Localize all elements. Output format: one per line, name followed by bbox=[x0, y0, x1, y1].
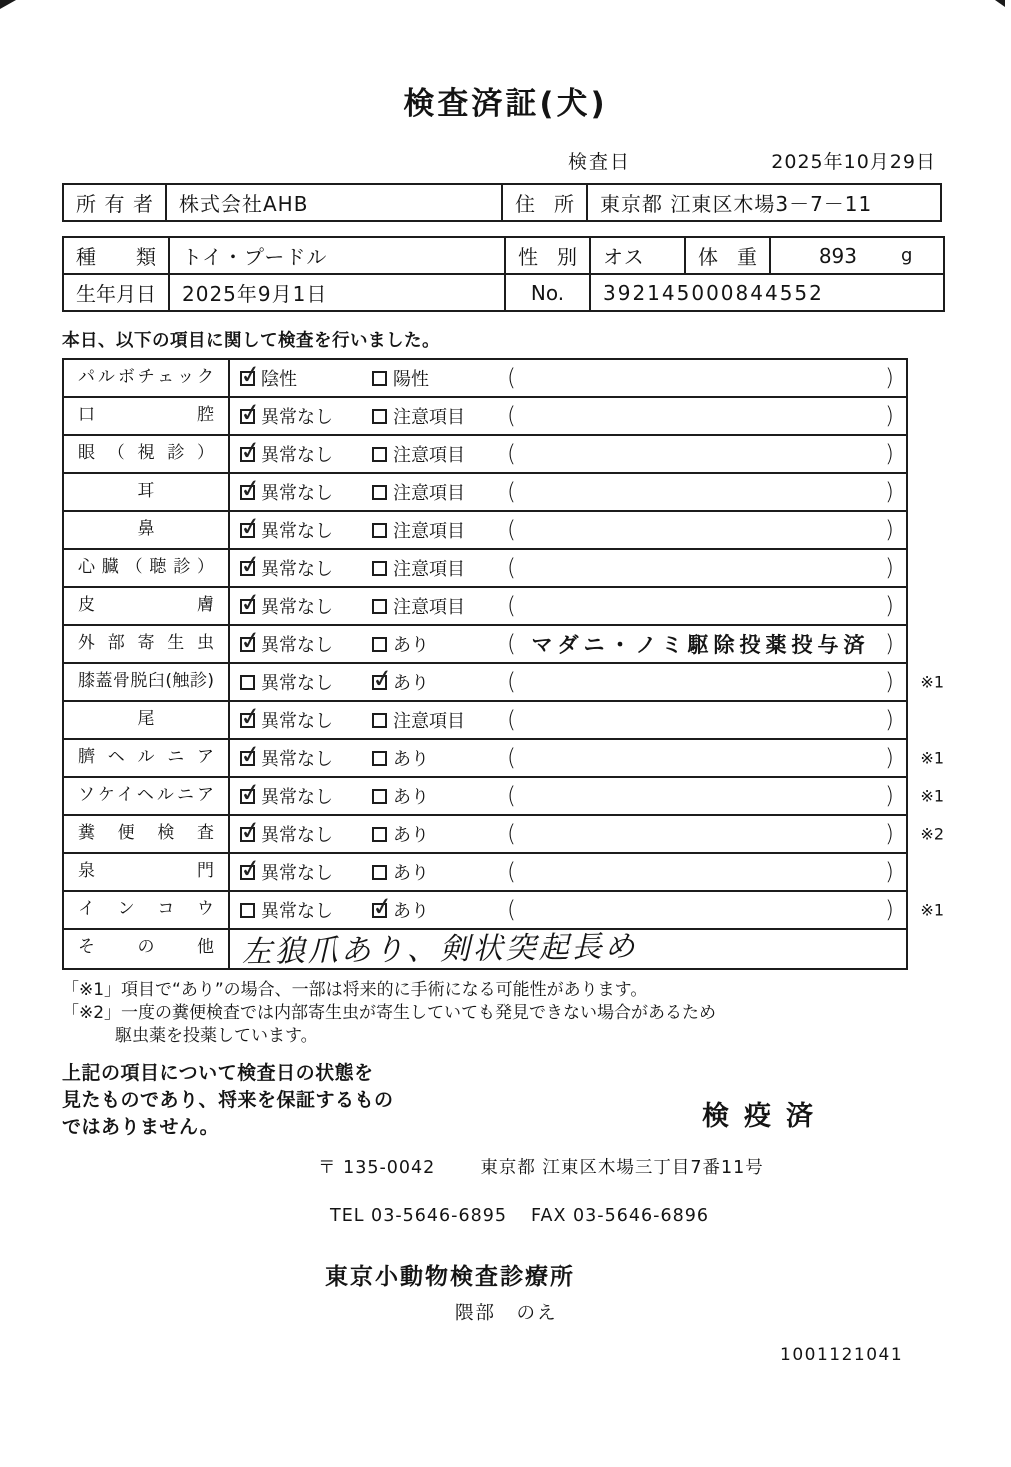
paren-open: ( bbox=[507, 441, 516, 467]
option2-label: 注意項目 bbox=[393, 483, 465, 504]
checklist-item-label: 膝蓋骨脱臼(触診) bbox=[64, 664, 230, 700]
paren-close: ) bbox=[885, 897, 894, 923]
paren-open: ( bbox=[507, 593, 516, 619]
option2-checkbox bbox=[372, 789, 387, 804]
option1-checkbox bbox=[240, 599, 255, 614]
tel-number: TEL 03-5646-6895 bbox=[330, 1206, 508, 1226]
option2-label: あり bbox=[393, 787, 429, 808]
option2-checkbox bbox=[372, 371, 387, 386]
disclaimer-text bbox=[62, 1060, 1011, 1141]
option2-label: あり bbox=[393, 749, 429, 770]
option2-checkbox bbox=[372, 599, 387, 614]
checklist-item-label: 糞便検査 bbox=[64, 816, 230, 852]
option2-label: 注意項目 bbox=[393, 521, 465, 542]
breed-label: 種類 bbox=[63, 237, 169, 274]
option2-checkbox bbox=[372, 865, 387, 880]
option1-label: 異常なし bbox=[261, 673, 333, 694]
option1-checkbox bbox=[240, 561, 255, 576]
checklist-item-label: インコウ bbox=[64, 892, 230, 928]
paren-open: ( bbox=[507, 745, 516, 771]
option1-label: 異常なし bbox=[261, 521, 333, 542]
option1-label: 異常なし bbox=[261, 749, 333, 770]
checklist-table bbox=[62, 358, 944, 970]
option2-checkbox bbox=[372, 447, 387, 462]
option2-label: 注意項目 bbox=[393, 711, 465, 732]
paren-close: ) bbox=[885, 479, 894, 505]
footnotes bbox=[62, 979, 1011, 1048]
birthdate-row bbox=[63, 274, 944, 311]
disclaimer-line-2: 見たものであり、将来を保証するもの bbox=[62, 1089, 394, 1111]
checklist-row bbox=[64, 360, 906, 398]
option1-label: 異常なし bbox=[261, 559, 333, 580]
option2-checkbox bbox=[372, 827, 387, 842]
row-mark: ※2 bbox=[920, 824, 944, 844]
inspection-date-row bbox=[62, 147, 940, 173]
checklist-row bbox=[64, 436, 906, 474]
checklist-row bbox=[64, 474, 906, 512]
clinic-phone-line bbox=[330, 1206, 1011, 1226]
disclaimer-line-1: 上記の項目について検査日の状態を bbox=[62, 1062, 374, 1084]
option2-checkbox bbox=[372, 485, 387, 500]
option2-checkbox bbox=[372, 675, 387, 690]
option2-label: あり bbox=[393, 673, 429, 694]
address-value: 東京都 江東区木場3－7－11 bbox=[587, 184, 941, 221]
clinic-name: 東京小動物検査診療所 bbox=[325, 1264, 575, 1290]
paren-open: ( bbox=[507, 555, 516, 581]
option1-checkbox bbox=[240, 485, 255, 500]
paren-close: ) bbox=[885, 403, 894, 429]
option1-checkbox bbox=[240, 903, 255, 918]
option1-checkbox bbox=[240, 371, 255, 386]
paren-close: ) bbox=[885, 783, 894, 809]
inspection-date-value: 2025年10月29日 bbox=[771, 151, 936, 173]
option2-label: あり bbox=[393, 635, 429, 656]
option1-label: 異常なし bbox=[261, 825, 333, 846]
birthdate-label: 生年月日 bbox=[63, 274, 169, 311]
option2-label: 陽性 bbox=[393, 369, 429, 390]
option1-checkbox bbox=[240, 447, 255, 462]
paren-close: ) bbox=[885, 517, 894, 543]
paren-close: ) bbox=[885, 745, 894, 771]
checklist-item-label: パルボチェック bbox=[64, 360, 230, 396]
footnote-1: 「※1」項目で“あり”の場合、一部は将来的に手術になる可能性があります。 bbox=[62, 980, 648, 1000]
paren-close: ) bbox=[885, 821, 894, 847]
checklist-row bbox=[64, 740, 944, 778]
option1-checkbox bbox=[240, 409, 255, 424]
weight-cell bbox=[770, 237, 944, 274]
option2-label: 注意項目 bbox=[393, 559, 465, 580]
checklist-row bbox=[64, 626, 906, 664]
checklist-row bbox=[64, 588, 906, 626]
option2-checkbox bbox=[372, 561, 387, 576]
owner-label: 所有者 bbox=[63, 184, 166, 221]
option1-label: 異常なし bbox=[261, 901, 333, 922]
weight-unit: g bbox=[901, 245, 913, 266]
option1-label: 異常なし bbox=[261, 635, 333, 656]
checklist-item-label: 耳 bbox=[64, 474, 230, 510]
owner-value: 株式会社AHB bbox=[166, 184, 502, 221]
option2-checkbox bbox=[372, 409, 387, 424]
option1-checkbox bbox=[240, 675, 255, 690]
footnote-2-continued: 駆虫薬を投薬しています。 bbox=[115, 1026, 318, 1046]
inspection-date-label: 検査日 bbox=[568, 151, 632, 173]
birthdate-value: 2025年9月1日 bbox=[169, 274, 505, 311]
checklist-row bbox=[64, 816, 944, 854]
option1-label: 異常なし bbox=[261, 483, 333, 504]
paren-close: ) bbox=[885, 707, 894, 733]
option2-label: あり bbox=[393, 825, 429, 846]
paren-open: ( bbox=[507, 707, 516, 733]
checklist-row bbox=[64, 930, 906, 968]
intro-text: 本日、以下の項目に関して検査を行いました。 bbox=[62, 331, 440, 351]
quarantine-cleared-stamp: 検疫済 bbox=[702, 1101, 828, 1132]
option1-checkbox bbox=[240, 523, 255, 538]
clinic-address-line bbox=[318, 1154, 1011, 1179]
checklist-item-label: 皮膚 bbox=[64, 588, 230, 624]
paren-open: ( bbox=[507, 517, 516, 543]
fax-number: FAX 03-5646-6896 bbox=[531, 1206, 709, 1226]
paren-close: ) bbox=[885, 555, 894, 581]
option1-checkbox bbox=[240, 751, 255, 766]
option1-checkbox bbox=[240, 713, 255, 728]
weight-value: 893 bbox=[818, 243, 857, 268]
option1-label: 異常なし bbox=[261, 711, 333, 732]
option1-checkbox bbox=[240, 827, 255, 842]
checklist-item-label: その他 bbox=[64, 930, 230, 968]
checklist-item-label: ソケイヘルニア bbox=[64, 778, 230, 814]
option2-checkbox bbox=[372, 903, 387, 918]
postal-code: 〒 135-0042 bbox=[318, 1158, 436, 1178]
paren-open: ( bbox=[507, 403, 516, 429]
paren-open: ( bbox=[507, 783, 516, 809]
sex-label: 性別 bbox=[505, 237, 590, 274]
checklist-item-label: 眼（視診） bbox=[64, 436, 230, 472]
paren-open: ( bbox=[507, 365, 516, 391]
microchip-no-value: 392145000844552 bbox=[590, 274, 944, 311]
checklist-item-label: 外部寄生虫 bbox=[64, 626, 230, 662]
clinic-street-address: 東京都 江東区木場三丁目7番11号 bbox=[480, 1158, 764, 1178]
option1-label: 異常なし bbox=[261, 597, 333, 618]
option2-checkbox bbox=[372, 751, 387, 766]
option2-label: 注意項目 bbox=[393, 445, 465, 466]
handwritten-note: 左狼爪あり、剣状突起長め bbox=[241, 929, 638, 970]
breed-value: トイ・プードル bbox=[169, 237, 505, 274]
option1-label: 異常なし bbox=[261, 407, 333, 428]
footnote-2: 「※2」一度の糞便検査では内部寄生虫が寄生していても発見できない場合があるため bbox=[62, 1003, 717, 1023]
paren-note: マダニ・ノミ駆除投薬投与済 bbox=[531, 633, 870, 657]
sex-value: オス bbox=[590, 237, 685, 274]
row-mark: ※1 bbox=[920, 748, 944, 768]
row-mark: ※1 bbox=[920, 786, 944, 806]
option1-label: 異常なし bbox=[261, 863, 333, 884]
checklist-row bbox=[64, 550, 906, 588]
page-title: 検査済証(犬) bbox=[403, 86, 608, 122]
paren-open: ( bbox=[507, 897, 516, 923]
paren-close: ) bbox=[885, 593, 894, 619]
checklist-item-label: 鼻 bbox=[64, 512, 230, 548]
row-mark: ※1 bbox=[920, 900, 944, 920]
checklist-row bbox=[64, 512, 906, 550]
document-number: 1001121041 bbox=[780, 1345, 904, 1365]
checklist-row bbox=[64, 778, 944, 816]
option2-checkbox bbox=[372, 523, 387, 538]
breed-row bbox=[63, 237, 944, 274]
option2-checkbox bbox=[372, 713, 387, 728]
checklist-item-label: 心臓（聴診） bbox=[64, 550, 230, 586]
checklist-item-label: 尾 bbox=[64, 702, 230, 738]
option2-label: 注意項目 bbox=[393, 597, 465, 618]
checklist-row bbox=[64, 854, 906, 892]
checklist-row bbox=[64, 702, 906, 740]
option1-label: 陰性 bbox=[261, 369, 297, 390]
owner-row bbox=[63, 184, 941, 221]
checklist-item-label: 口腔 bbox=[64, 398, 230, 434]
examiner-name: 隈部 のえ bbox=[455, 1303, 558, 1324]
paren-close: ) bbox=[885, 859, 894, 885]
paren-close: ) bbox=[885, 441, 894, 467]
weight-label: 体重 bbox=[685, 237, 770, 274]
checklist-item-label: 臍ヘルニア bbox=[64, 740, 230, 776]
paren-open: ( bbox=[507, 479, 516, 505]
option1-checkbox bbox=[240, 865, 255, 880]
animal-details-table bbox=[62, 236, 945, 312]
checklist-item-label: 泉門 bbox=[64, 854, 230, 890]
paren-open: ( bbox=[507, 821, 516, 847]
paren-open: ( bbox=[507, 859, 516, 885]
disclaimer-line-3: ではありません。 bbox=[62, 1116, 220, 1138]
option2-label: あり bbox=[393, 863, 429, 884]
checklist-row bbox=[64, 664, 944, 702]
row-mark: ※1 bbox=[920, 672, 944, 692]
paren-close: ) bbox=[885, 631, 894, 657]
option2-checkbox bbox=[372, 637, 387, 652]
option2-label: 注意項目 bbox=[393, 407, 465, 428]
disclaimer-block bbox=[62, 1060, 1011, 1144]
option1-checkbox bbox=[240, 637, 255, 652]
paren-open: ( bbox=[507, 669, 516, 695]
paren-close: ) bbox=[885, 365, 894, 391]
microchip-no-label: No. bbox=[505, 274, 590, 311]
owner-table bbox=[62, 183, 942, 222]
option1-label: 異常なし bbox=[261, 787, 333, 808]
option2-label: あり bbox=[393, 901, 429, 922]
paren-close: ) bbox=[885, 669, 894, 695]
paren-open: ( bbox=[507, 631, 516, 657]
address-label: 住所 bbox=[502, 184, 587, 221]
option1-checkbox bbox=[240, 789, 255, 804]
option1-label: 異常なし bbox=[261, 445, 333, 466]
checklist-row bbox=[64, 398, 906, 436]
